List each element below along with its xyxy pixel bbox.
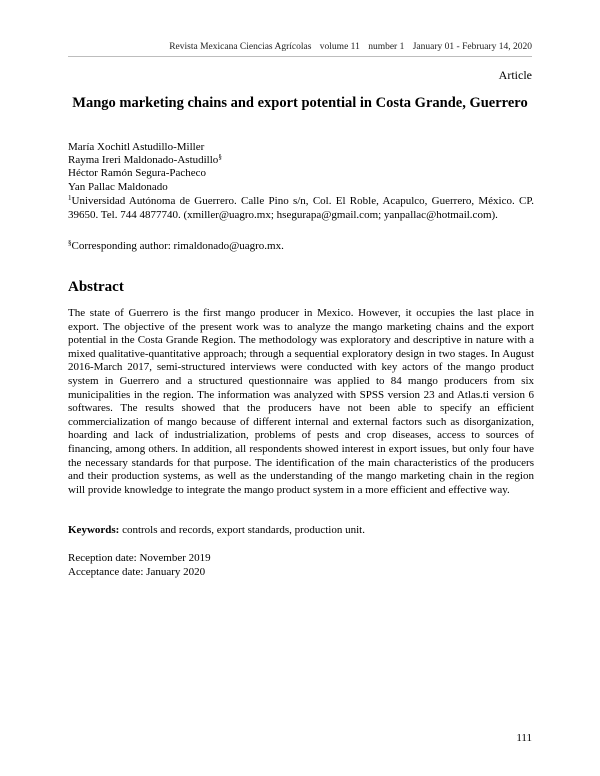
acceptance-date: Acceptance date: January 2020 xyxy=(68,565,206,578)
header-rule xyxy=(68,56,532,57)
journal-number: number 1 xyxy=(368,42,405,52)
affiliation-mark: 1 xyxy=(68,194,72,202)
reception-date: Reception date: November 2019 xyxy=(68,552,211,564)
keywords-label: Keywords: xyxy=(68,524,120,536)
author: Héctor Ramón Segura-Pacheco xyxy=(68,167,207,180)
corresponding-text: Corresponding author: rimaldonado@uagro.mx. xyxy=(71,240,284,252)
author: María Xochitl Astudillo-Miller xyxy=(68,141,205,153)
journal-volume: volume 11 xyxy=(319,42,360,52)
corresponding-mark: § xyxy=(218,153,222,162)
keywords xyxy=(68,524,365,536)
corresponding-mark: § xyxy=(68,239,72,247)
affiliation xyxy=(68,195,534,222)
affiliation-text: Universidad Autónoma de Guerrero. Calle Pino s/n, Col. El Roble, Acapulco, Guerrero, México. CP. 39650. Tel. 744 4877740. (xmiller@uagro.mx; hsegurapa@gmail.com; yanpallac@hotmail.com). xyxy=(68,195,534,221)
dates xyxy=(68,552,211,579)
article-title: Mango marketing chains and export potential in Costa Grande, Guerrero xyxy=(72,95,528,111)
author-list xyxy=(68,141,222,194)
running-head xyxy=(169,42,532,52)
corresponding-author xyxy=(68,240,284,252)
abstract-heading: Abstract xyxy=(68,279,124,295)
author: Rayma Ireri Maldonado-Astudillo§ xyxy=(68,153,222,167)
article-type: Article xyxy=(498,68,532,82)
abstract-text: The state of Guerrero is the first mango producer in Mexico. However, it occupies the last place in export. The objective of the present work was to analyze the mango marketing chains and the export potential in the Costa Grande Region. The methodology was exploratory and descriptive in nature with a mixed qualitative-quantitative approach; through a sequential exploratory design in two stages. In August 2016-March 2017, semi-structured interviews were conducted with key actors of the mango product system in Guerrero and a structured questionnaire was applied to 84 mango producers from six municipalities in the region. The information was analyzed with SPSS version 23 and Atlas.ti version 6 softwares. The results showed that the producers have not been able to specify an efficient commercialization of mango because of different internal and external factors such as disorganization, hoarding and lack of industrialization, problems of pests and crop diseases, access to sources of financing, among others. In addition, all respondents showed interest in export issues, but only four have the necessary standards for that purpose. The identification of the main characteristics of the producers and their production systems, as well as the understanding of the mango marketing chain in the region will provide knowledge to integrate the mango product system in a more efficient and effective way. xyxy=(68,307,534,496)
journal-dates: January 01 - February 14, 2020 xyxy=(412,42,532,52)
journal-name: Revista Mexicana Ciencias Agrícolas xyxy=(169,42,312,52)
author: Yan Pallac Maldonado xyxy=(68,180,168,193)
keywords-text: controls and records, export standards, production unit. xyxy=(122,524,365,536)
page-number: 111 xyxy=(516,732,532,744)
